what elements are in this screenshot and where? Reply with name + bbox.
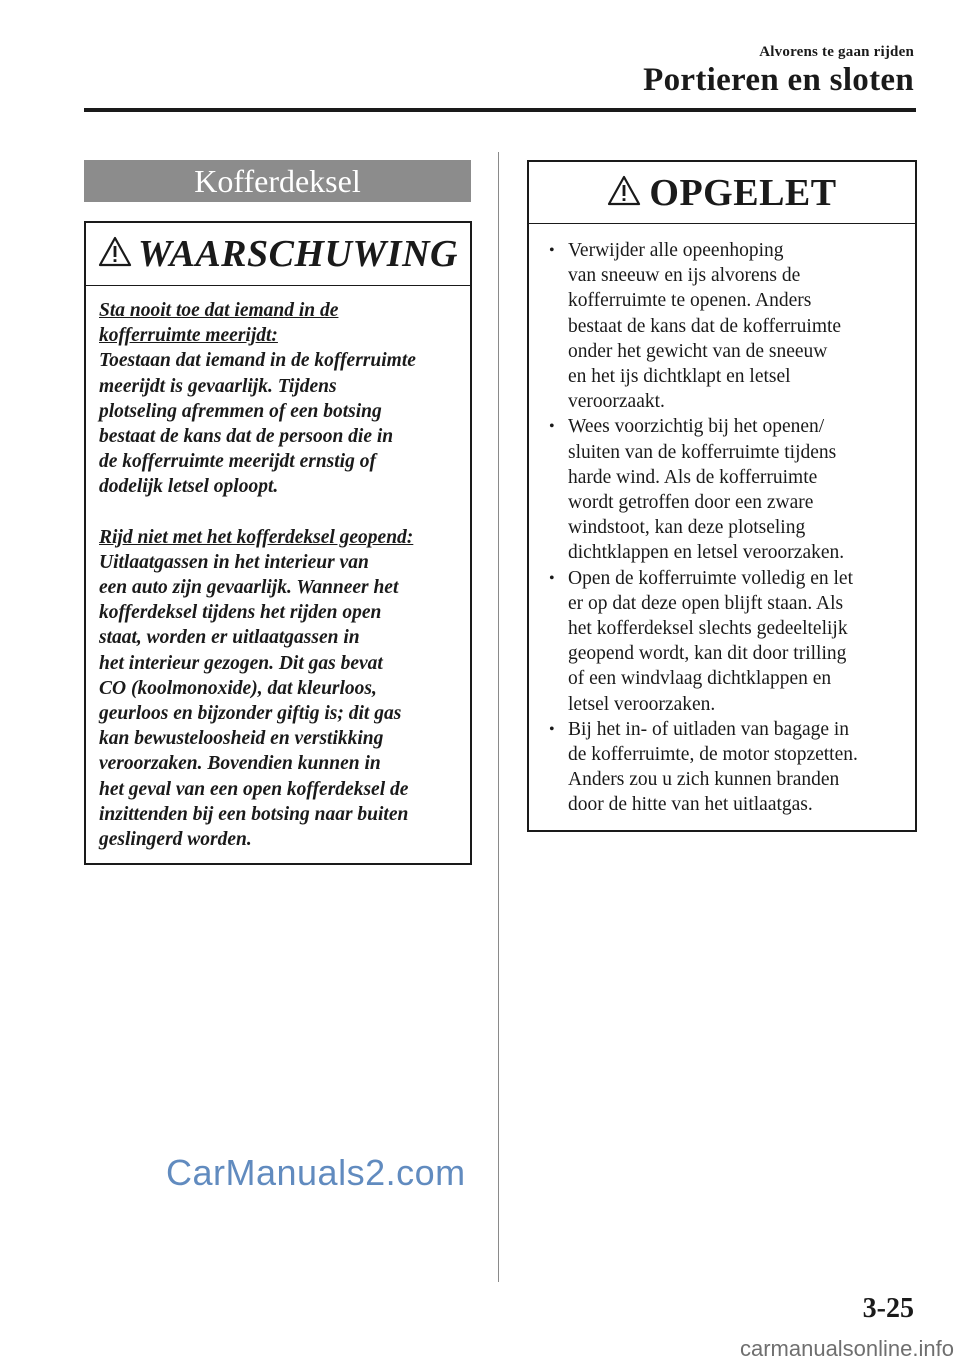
caution-box [527,160,917,832]
column-divider [498,152,499,1282]
caution-header [529,162,915,224]
page-number: 3-25 [862,1293,914,1324]
warning-text-2: Uitlaatgassen in het interieur van een auto zijn gevaarlijk. Wanneer het kofferdeksel tijdens het rijden open staat, worden er uitlaatgassen in het interieur gezogen. Dit gas bevat CO (koolmonoxide), dat kleurloos, geurloos en bijzonder giftig is; dit gas kan bewusteloosheid en verstikking veroorzaken. Bovendien kunnen in het geval van een open kofferdeksel de inzittenden bij een botsing naar buiten geslingerd worden. [99,551,409,851]
warning-body [86,286,470,852]
footer-watermark: carmanualsonline.info [739,1336,954,1361]
paragraph-gap [99,500,460,525]
warning-title: WAARSCHUWING [138,233,458,275]
caution-title: OPGELET [649,171,837,214]
list-item: • Open de kofferruimte volledig en let er op dat deze open blijft staan. Als het kofferdeksel slechts gedeeltelijk geopend wordt, kan dit door trilling of een windvlaag dichtklappen en letsel veroorzaken. [547,566,905,717]
list-item: • Bij het in- of uitladen van bagage in de kofferruimte, de motor stopzetten. Anders zou u zich kunnen branden door de hitte van het uitlaatgas. [547,717,905,818]
list-item: • Verwijder alle opeenhoping van sneeuw en ijs alvorens de kofferruimte te openen. Anders bestaat de kans dat de kofferruimte onder het gewicht van de sneeuw en het ijs dichtklapt en letsel veroorzaakt. [547,238,905,414]
warning-heading-2: Rijd niet met het kofferdeksel geopend: [99,526,414,548]
section-title: Kofferdeksel [84,160,471,202]
warning-box [84,221,472,865]
caution-list [529,224,915,818]
warning-triangle-icon [607,175,641,207]
chapter-heading: Alvorens te gaan rijden [759,44,914,60]
warning-heading-1: Sta nooit toe dat iemand in de kofferruimte meerijdt: [99,300,339,347]
warning-header [86,223,470,286]
list-item: • Wees voorzichtig bij het openen/ sluiten van de kofferruimte tijdens harde wind. Als de kofferruimte wordt getroffen door een zware windstoot, kan deze plotseling dichtklappen en letsel veroorzaken. [547,414,905,565]
warning-triangle-icon [98,236,132,268]
warning-text-1: Toestaan dat iemand in de kofferruimte meerijdt is gevaarlijk. Tijdens plotseling afremmen of een botsing bestaat de kans dat de persoon die in de kofferruimte meerijdt ernstig of dodelijk letsel oploopt. [99,350,416,498]
page-title: Portieren en sloten [643,62,914,98]
header-rule [84,108,916,112]
watermark-logo: CarManuals2.com [166,1152,466,1193]
